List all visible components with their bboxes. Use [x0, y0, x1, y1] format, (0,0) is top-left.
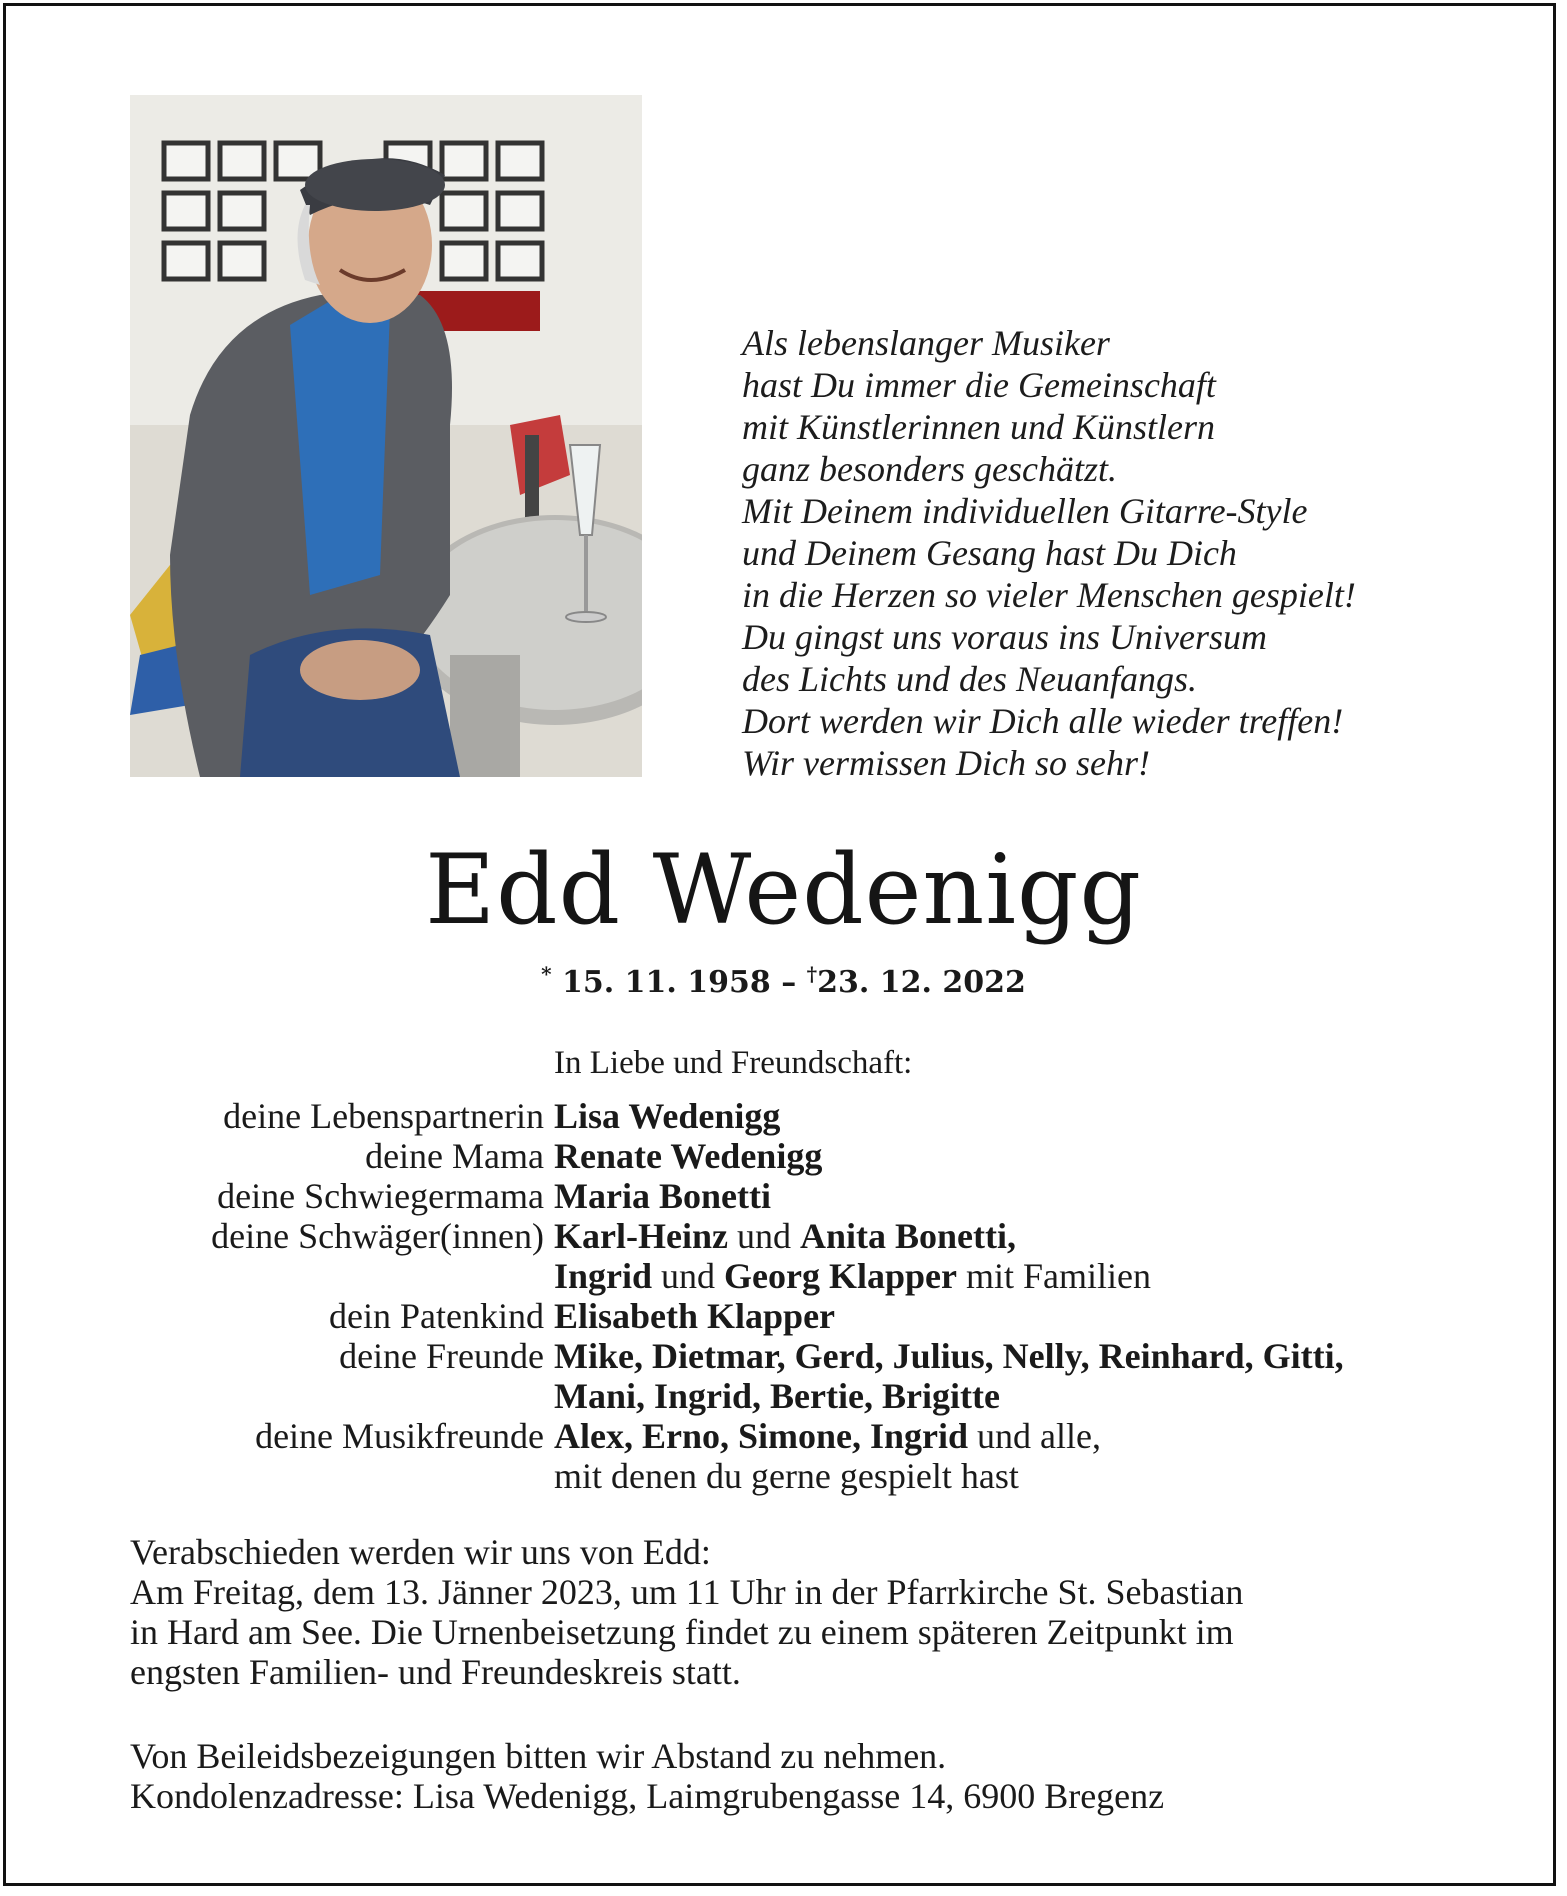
mourner-name: Elisabeth Klapper [554, 1296, 836, 1336]
mourner-name: Anita Bonetti, [799, 1216, 1016, 1256]
poem-line: Dort werden wir Dich alle wieder treffen! [742, 701, 1344, 741]
poem-line: und Deinem Gesang hast Du Dich [742, 533, 1237, 573]
mourner-row [0, 1256, 1567, 1296]
farewell-line: Am Freitag, dem 13. Jänner 2023, um 11 Uhr in der Pfarrkirche St. Sebastian [130, 1572, 1244, 1612]
farewell-line: engsten Familien- und Freundeskreis statt. [130, 1652, 741, 1692]
connector-text: und alle, [977, 1416, 1102, 1456]
portrait-illustration [130, 95, 642, 777]
connector-text: mit Familien [966, 1256, 1152, 1296]
relation-label: deine Mama [365, 1136, 544, 1176]
birth-symbol: * [541, 962, 552, 986]
relation-label: deine Freunde [339, 1336, 544, 1376]
relation-label: dein Patenkind [329, 1296, 544, 1336]
death-date: 23. 12. 2022 [817, 965, 1026, 1000]
date-separator: – [781, 965, 797, 1000]
death-symbol: † [806, 962, 818, 986]
mourner-row [0, 1376, 1567, 1416]
mourner-row [0, 1336, 1567, 1376]
relation-label: deine Musikfreunde [255, 1416, 544, 1456]
mourners-list [0, 1096, 1567, 1496]
mourner-name: Mike, Dietmar, Gerd, Julius, Nelly, Reinhard, Gitti, [554, 1336, 1344, 1376]
deceased-name: Edd Wedenigg [425, 834, 1142, 946]
poem-line: Als lebenslanger Musiker [742, 323, 1110, 363]
connector-text: und [661, 1256, 716, 1296]
poem-line: des Lichts und des Neuanfangs. [742, 659, 1197, 699]
mourner-name: Karl-Heinz [554, 1216, 728, 1256]
farewell-line: Verabschieden werden wir uns von Edd: [130, 1532, 711, 1572]
poem-line: Mit Deinem individuellen Gitarre-Style [742, 491, 1308, 531]
portrait-photo [130, 95, 642, 777]
farewell-line: in Hard am See. Die Urnenbeisetzung findet zu einem späteren Zeitpunkt im [130, 1612, 1234, 1652]
poem-line: Wir vermissen Dich so sehr! [742, 743, 1150, 783]
condolence-paragraph [130, 1736, 1164, 1816]
mourner-name: Mani, Ingrid, Bertie, Brigitte [554, 1376, 1000, 1416]
condolence-line: Von Beileidsbezeigungen bitten wir Abstand zu nehmen. [130, 1736, 947, 1776]
mourner-row [0, 1096, 1567, 1136]
mourner-name: Lisa Wedenigg [554, 1096, 781, 1136]
relation-label: deine Lebenspartnerin [223, 1096, 544, 1136]
mourners-intro: In Liebe und Freundschaft: [554, 1045, 913, 1081]
mourner-name: Alex, Erno, Simone, Ingrid [554, 1416, 969, 1456]
poem-line: hast Du immer die Gemeinschaft [742, 365, 1216, 405]
poem-line: ganz besonders geschätzt. [742, 449, 1117, 489]
mourner-row [0, 1296, 1567, 1336]
farewell-paragraph [130, 1532, 1243, 1692]
poem-line: in die Herzen so vieler Menschen gespielt! [742, 575, 1356, 615]
connector-text: mit denen du gerne gespielt hast [554, 1456, 1019, 1496]
mourner-row [0, 1416, 1567, 1456]
mourner-row [0, 1136, 1567, 1176]
relation-label: deine Schwäger(innen) [211, 1216, 544, 1256]
condolence-line: Kondolenzadresse: Lisa Wedenigg, Laimgrubengasse 14, 6900 Bregenz [130, 1776, 1165, 1816]
connector-text: und [736, 1216, 791, 1256]
poem-line: mit Künstlerinnen und Künstlern [742, 407, 1216, 447]
mourner-row [0, 1216, 1567, 1256]
mourner-name: Ingrid [554, 1256, 653, 1296]
birth-date: 15. 11. 1958 [561, 965, 771, 1000]
mourner-row [0, 1176, 1567, 1216]
relation-label: deine Schwiegermama [217, 1176, 544, 1216]
poem-line: Du gingst uns voraus ins Universum [742, 617, 1268, 657]
mourner-row [0, 1456, 1567, 1496]
mourner-name: Renate Wedenigg [554, 1136, 823, 1176]
life-dates [0, 962, 1567, 1000]
mourner-name: Georg Klapper [724, 1256, 958, 1296]
mourner-name: Maria Bonetti [554, 1176, 771, 1216]
memorial-poem [742, 322, 1462, 784]
